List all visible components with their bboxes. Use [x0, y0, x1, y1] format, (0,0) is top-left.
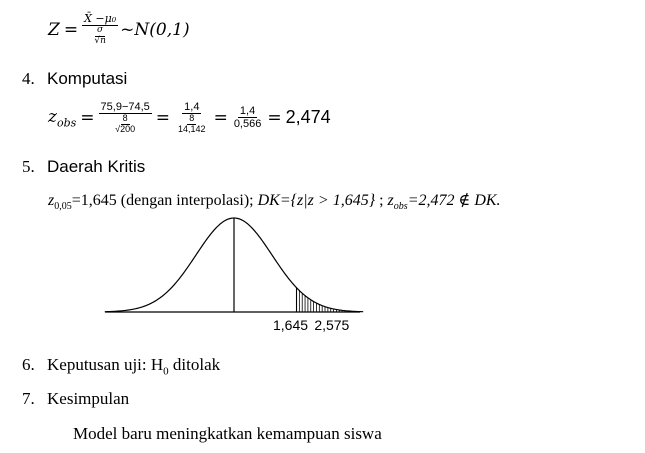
zobs-text: =2,472 ∉ DK. — [407, 192, 501, 209]
dk-label: DK — [257, 192, 280, 209]
equals-sign: = — [267, 107, 282, 128]
test-stat-numerator: X̄ −μ₀ — [84, 12, 117, 25]
distribution-notation: ~N(0,1) — [120, 19, 190, 40]
section-7-title: Kesimpulan — [47, 389, 130, 408]
equals-sign: = — [63, 19, 79, 40]
fraction-3-denominator: 0,566 — [233, 118, 262, 131]
dk-set: ={z|z > 1,645} — [279, 192, 376, 209]
conclusion-text: Model baru meningkatkan kemampuan siswa — [73, 424, 382, 443]
tick-label: 1,645 — [272, 317, 309, 333]
fraction-1-den-bottom: √200 — [115, 123, 136, 134]
equals-sign: = — [155, 107, 171, 128]
fraction-1-numerator: 75,9−74,5 — [100, 101, 150, 113]
equals-sign: = — [213, 107, 228, 128]
section-4-number: 4. — [22, 69, 35, 88]
z-crit-subscript: 0,05 — [54, 201, 72, 213]
z-obs-symbol: z — [48, 106, 57, 127]
section-6-text — [47, 355, 221, 378]
section-7-number: 7. — [22, 389, 35, 408]
separator: ; — [379, 192, 384, 209]
fraction-2-numerator: 1,4 — [184, 101, 200, 113]
section-5-title: Daerah Kritis — [47, 157, 146, 176]
z-symbol: Z — [48, 19, 60, 40]
section-6 — [22, 355, 220, 377]
tick-label: 2,575 — [314, 317, 350, 333]
fraction-2-den-bottom: 14,142 — [178, 123, 206, 134]
section-7-heading — [22, 389, 129, 409]
h0-subscript: 0 — [163, 365, 169, 378]
section-6-number: 6. — [22, 355, 35, 374]
fraction-3-numerator: 1,4 — [239, 105, 256, 118]
section-4-title: Komputasi — [47, 69, 128, 88]
zobs-subscript: obs — [393, 201, 408, 213]
section-5-number: 5. — [22, 157, 35, 176]
z-crit-text: =1,645 (dengan interpolasi); — [71, 192, 254, 209]
fraction-2-den-top: 8 — [189, 113, 195, 124]
fraction-1-den-top: 8 — [122, 113, 128, 124]
computation-result: 2,474 — [285, 107, 331, 128]
decision-result: ditolak — [168, 355, 221, 374]
sqrt-n: √n — [94, 35, 106, 46]
equals-sign: = — [80, 107, 95, 128]
zobs-symbol: z — [387, 192, 394, 209]
decision-text: Keputusan uji: H — [47, 355, 164, 374]
sigma-symbol: σ — [97, 25, 104, 36]
z-obs-subscript: obs — [56, 116, 77, 130]
z-crit-symbol: z — [48, 192, 55, 209]
